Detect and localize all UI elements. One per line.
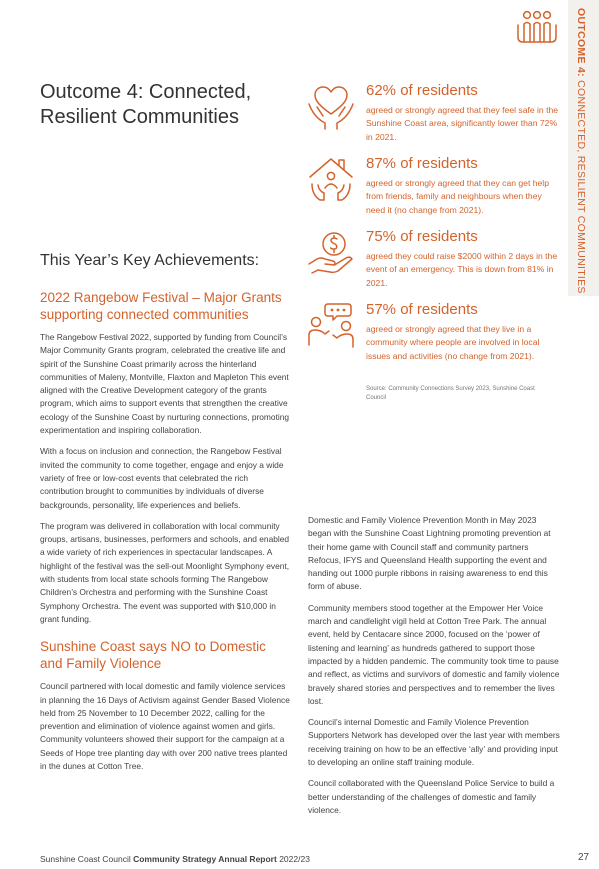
- paragraph: Council partnered with local domestic and family violence services in planning the 16 Days of Activism against Gender Based Violence held from 25 November to 10 December 2022, calling for the prevention and elimination of violence against women and girls. Community volunteers showed their support for the campaign at a Seeds of Hope tree planting day with over 200 native trees planted in the dunes at Cotton Tree.: [40, 681, 290, 772]
- paragraph: The program was delivered in collaboration with local community groups, artisans, businesses, performers and schools, and enabled a wide variety of rich experiences in spectacular landscapes. A highlight of the festival was the sell-out Moonlight Symphony event, with students from local state schools forming The Rangebow Children’s Orchestra and performing with the Sunshine Coast Symphony Orchestra. The event was supported with $10,000 in grant funding.: [40, 520, 290, 624]
- footer-year: 2022/23: [276, 854, 310, 864]
- stat-get-help: [306, 155, 566, 223]
- paragraph: Domestic and Family Violence Prevention Month in May 2023 began with the Sunshine Coast Lightning promoting prevention at their home game with Council staff and community partners Refocus, IFYS and Queensland Health supporting the event and handing out 1000 purple ribbons in raising awareness to end this form of abuse.: [308, 515, 551, 592]
- paragraph: The Rangebow Festival 2022, supported by funding from Council’s Major Community Grants program, celebrated the creative life and spirit of the Sunshine Coast primarily across the hinterland communities of Maleny, Montville, Flaxton and Mapleton This event aligned with the Creative Development category of the grants program, which aims to support events that strengthen the creative ecology of the Sunshine Coast by nurturing connections, promoting experimentation and inspiring collaboration.: [40, 332, 290, 436]
- stat-text: [366, 82, 562, 144]
- money-hand-icon: [306, 228, 356, 278]
- section-heading: Sunshine Coast says NO to Domestic and Family Violence: [40, 639, 266, 672]
- community-people-icon: [515, 8, 559, 52]
- section-heading: 2022 Rangebow Festival – Major Grants supporting connected communities: [40, 290, 282, 322]
- stat-value: 62% of residents: [366, 82, 478, 99]
- stat-value: 87% of residents: [366, 155, 478, 172]
- stat-description: agreed they could raise $2000 within 2 days in the event of an emergency. This is down from 81% in 2021.: [366, 251, 558, 288]
- page-number: 27: [578, 852, 590, 863]
- footer-org: Sunshine Coast Council: [40, 854, 134, 864]
- stat-community-involved: [306, 301, 566, 369]
- stat-value: 75% of residents: [366, 228, 478, 245]
- stat-text: [366, 155, 562, 217]
- page-footer: [40, 854, 310, 864]
- hands-heart-icon: [306, 82, 356, 132]
- people-chat-icon: [306, 301, 356, 351]
- stat-description: agreed or strongly agreed that they live in a community where people are involved in local issues and activities (no change from 2021).: [366, 324, 540, 361]
- achievements-title: This Year’s Key Achievements:: [40, 252, 260, 269]
- paragraph: Council’s internal Domestic and Family Violence Prevention Supporters Network has developed over the last year with members receiving training on how to be an effective ‘ally’ and providing input to developing an online staff training module.: [308, 717, 560, 768]
- stat-raise-funds: [306, 228, 566, 296]
- side-tab-label: [575, 8, 587, 294]
- side-tab-outcome: OUTCOME 4:: [575, 8, 587, 77]
- paragraph: Council collaborated with the Queensland Police Service to build a better understanding of the challenges of domestic and family violence.: [308, 778, 555, 815]
- page-title: Outcome 4: Connected, Resilient Communities: [40, 81, 252, 128]
- paragraph: Community members stood together at the Empower Her Voice march and candlelight vigil held at Cotton Tree Park. The annual event, held by Centacare since 2000, focused on the ‘power of listening and learning’ as hundreds gathered to support those impacted by a hidden pandemic. The community took time to pause and reflect, as victims and survivors of domestic and family violence bravely shared stories and perspectives and to remember the lives lost.: [308, 602, 560, 706]
- right-column: [308, 514, 560, 825]
- stat-value: 57% of residents: [366, 301, 478, 318]
- stat-text: [366, 301, 562, 363]
- stat-feel-safe: [306, 82, 566, 150]
- footer-report-title: Community Strategy Annual Report: [133, 854, 277, 864]
- stat-description: agreed or strongly agreed that they can get help from friends, family and neighbours when they need it (no change from 2021).: [366, 178, 549, 215]
- source-note: Source: Community Connections Survey 2023, Sunshine Coast Council: [366, 386, 535, 401]
- paragraph: With a focus on inclusion and connection, the Rangebow Festival invited the community to come together, engage and enjoy a wide variety of free or low-cost events that celebrated the rich contribution brought to communities by individuals of diverse backgrounds, personality, life experiences and beliefs.: [40, 446, 284, 510]
- house-hands-icon: [306, 155, 356, 205]
- left-column: [40, 289, 292, 781]
- side-tab-theme: CONNECTED, RESILIENT COMMUNITIES: [575, 76, 587, 294]
- stat-text: [366, 228, 562, 290]
- stat-description: agreed or strongly agreed that they feel safe in the Sunshine Coast area, significantly lower than 72% in 2021.: [366, 105, 559, 142]
